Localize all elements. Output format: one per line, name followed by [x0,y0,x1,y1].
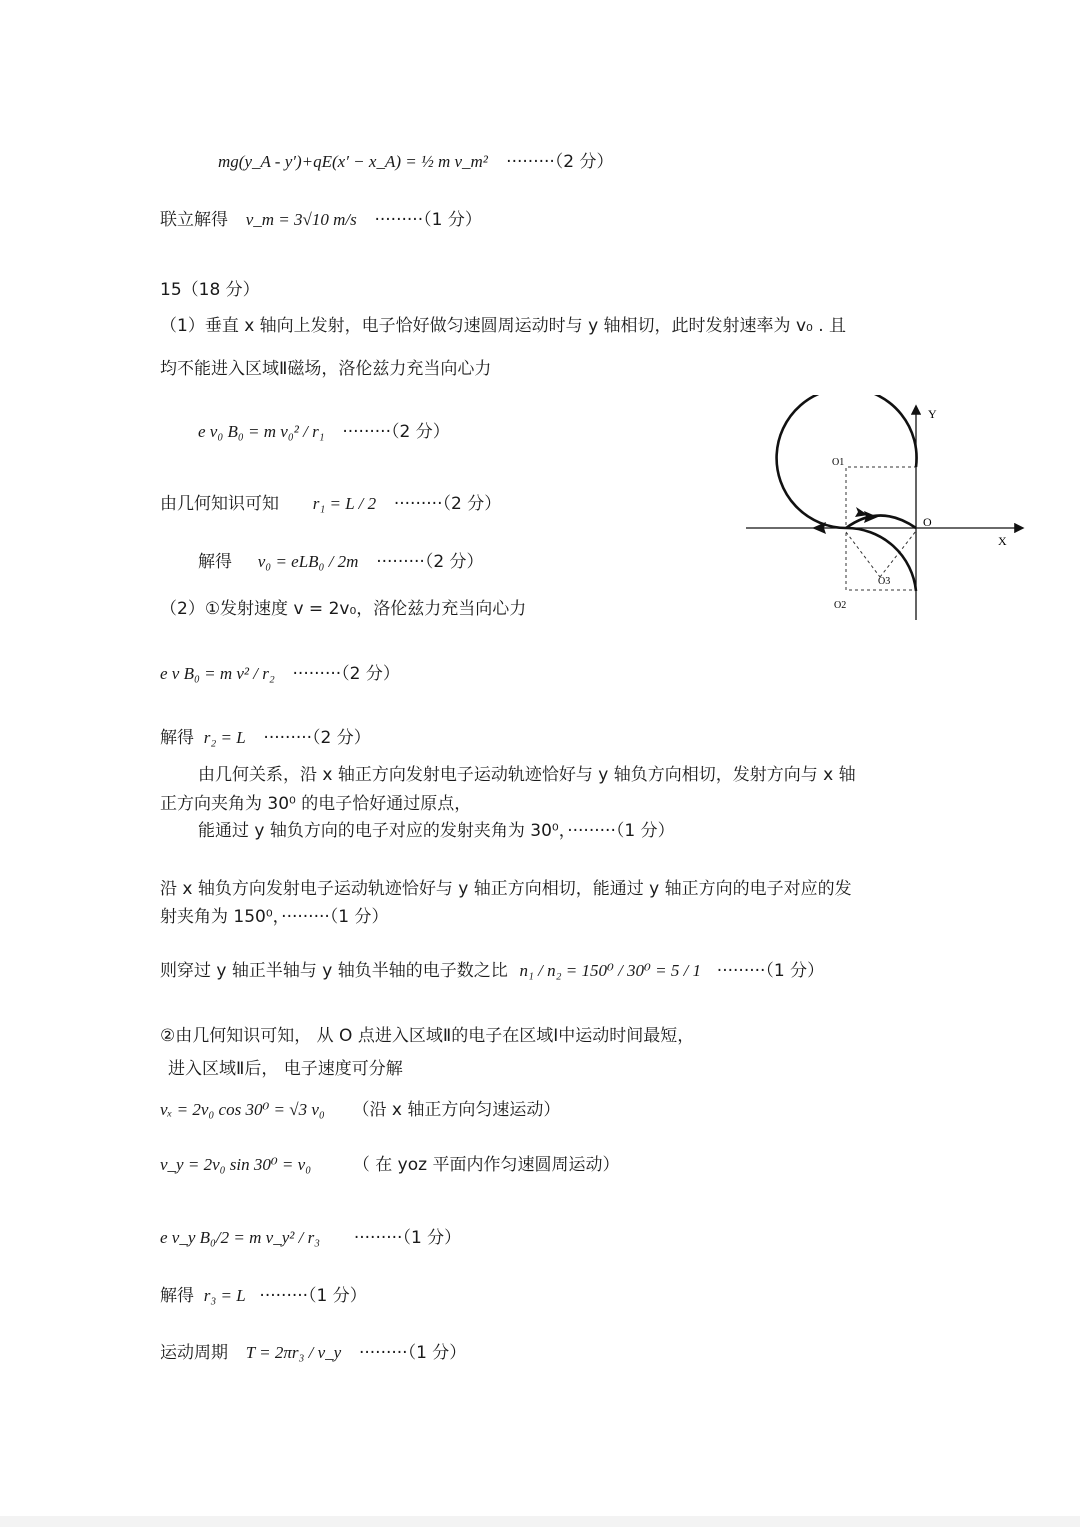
line-period [160,1341,466,1365]
equation-force1 [198,420,450,444]
problem-header: 15（18 分） [160,280,260,300]
score-note: ·········（2 分） [263,728,371,748]
equation-energy [218,150,614,174]
score-note: ·········（1 分） [374,210,482,230]
note-vy: （ 在 yoz 平面内作匀速圆周运动） [352,1155,620,1175]
para-a1: 由几何关系，沿 x 轴正方向发射电子运动轨迹恰好与 y 轴负方向相切，发射方向与 x 轴 [198,765,856,785]
sub2-text-a: ②由几何知识可知， 从 O 点进入区域Ⅱ的电子在区域Ⅰ中运动时间最短， [160,1026,695,1046]
score-note: ·········（2 分） [393,494,502,514]
equation-text: mg(y_A - y′)+qE(x′ − x_A) = ½ m v_m² [218,152,488,171]
line-vm [160,208,482,232]
label-solve: 解得 [198,552,232,572]
label-period: 运动周期 [160,1343,228,1363]
equation-r3: r₃ = L [203,1286,246,1305]
note-vx: （沿 x 轴正方向匀速运动） [352,1100,561,1120]
para-b2: 射夹角为 150⁰，·········（1 分） [160,907,389,927]
arc-through-origin [846,516,916,529]
arrow-left-icon [812,522,826,534]
equation-vy: v_y = 2v₀ sin 30⁰ = v₀ [160,1155,312,1174]
para-a2: 正方向夹角为 30⁰ 的电子恰好通过原点， [160,794,472,814]
line-r1 [160,492,501,516]
label-geometry: 由几何知识可知 [160,494,279,514]
line-vx [160,1098,560,1122]
equation-vm: v_m = 3√10 m/s [245,210,357,229]
score-note: ·········（1 分） [259,1286,367,1306]
equation-v0: v₀ = eLB₀ / 2m [257,552,359,571]
sub2-text-b: 进入区域Ⅱ后， 电子速度可分解 [168,1059,403,1079]
line-r3 [160,1284,367,1308]
label-o2: O2 [834,600,847,611]
score-note: ·········（2 分） [342,422,450,442]
score-note: ·········（1 分） [716,961,825,981]
label-origin: O [923,515,932,529]
page-bottom-edge [0,1516,1080,1527]
equation-period: T = 2πr₃ / v_y [245,1343,342,1362]
line-v0 [198,550,484,574]
score-note: ·········（1 分） [353,1228,462,1248]
arrow-right-icon [864,511,878,523]
equation-r1: r₁ = L / 2 [312,494,377,513]
line-r2 [160,726,371,750]
large-circle-trajectory [777,395,917,528]
line-ratio [160,959,824,983]
label-solve: 解得 [160,728,194,748]
label-o3: O3 [878,576,891,587]
equation-force3 [160,1226,461,1250]
part1-text-a: （1）垂直 x 轴向上发射，电子恰好做匀速圆周运动时与 y 轴相切，此时发射速率为 v₀ . 且 [160,316,847,336]
equation-text: e v_y B₀/2 = m v_y² / r₃ [160,1228,321,1247]
para-a3: 能通过 y 轴负方向的电子对应的发射夹角为 30⁰，·········（1 分） [198,821,675,841]
score-note: ·········（1 分） [358,1343,467,1363]
ratio-text: 则穿过 y 轴正半轴与 y 轴负半轴的电子数之比 [160,961,508,981]
equation-ratio: n₁ / n₂ = 150⁰ / 30⁰ = 5 / 1 [519,961,702,980]
equation-vx: vₓ = 2v₀ cos 30⁰ = √3 v₀ [160,1100,325,1119]
line-vy [160,1153,619,1177]
label-solve: 解得 [160,1286,194,1306]
label-joint-solve: 联立解得 [160,210,228,230]
part1-text-b: 均不能进入区域Ⅱ磁场，洛伦兹力充当向心力 [160,359,492,379]
equation-force2 [160,662,400,686]
score-note: ·········（2 分） [506,152,614,172]
score-note: ·········（2 分） [292,664,400,684]
part2-text: （2）①发射速度 v = 2v₀，洛伦兹力充当向心力 [160,599,527,619]
dashed-radius-o3-a [846,532,880,577]
para-b1: 沿 x 轴负方向发射电子运动轨迹恰好与 y 轴正方向相切，能通过 y 轴正方向的电子对应的发 [160,879,852,899]
equation-text: e v₀ B₀ = m v₀² / r₁ [198,422,325,441]
trajectory-diagram [740,395,1040,630]
score-note: ·········（2 分） [376,552,484,572]
equation-text: e v B₀ = m v² / r₂ [160,664,275,683]
label-y-axis: Y [928,407,937,421]
label-x-axis: X [998,534,1007,548]
label-o1: O1 [832,457,845,468]
equation-r2: r₂ = L [203,728,246,747]
